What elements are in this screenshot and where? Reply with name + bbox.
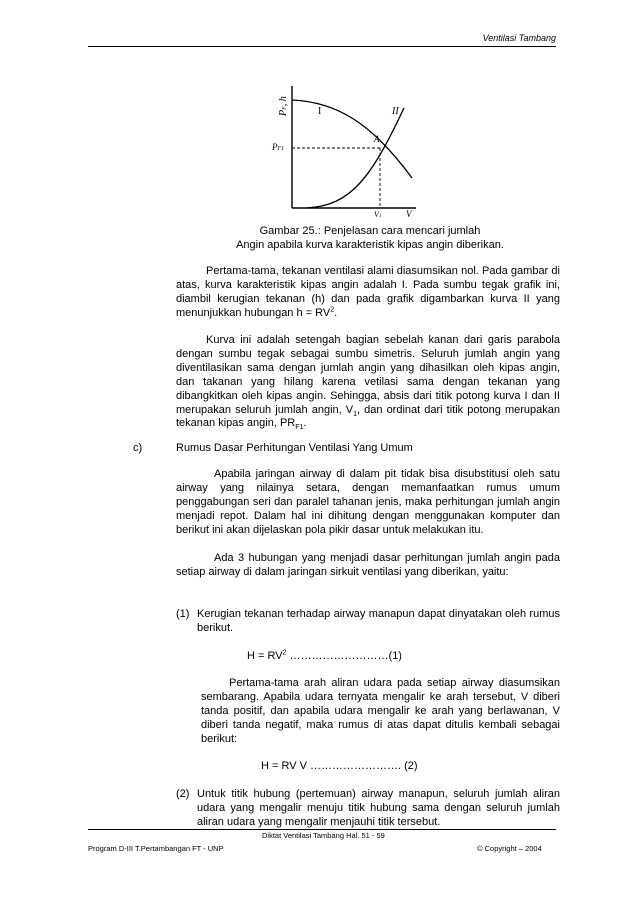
equation-1-lhs: H = RV [247,650,283,662]
figure-caption-line2: Angin apabila kurva karakteristik kipas angin diberikan. [236,239,504,251]
paragraph-2-mid: , dan ordinat dari titik potong merupakan tekanan kipas angin, PR [176,403,560,430]
curve-ii [306,108,404,208]
item-2-marker: (2) [176,788,190,800]
paragraph-4: Ada 3 hubungan yang menjadi dasar perhitungan jumlah angin pada setiap airway di dalam jaringan sirkuit ventilasi yang diberikan, yaitu: [176,552,560,578]
footer-center: Diktat Ventilasi Tambang Hal. 51 - 59 [258,831,389,840]
section-c-title: Rumus Dasar Perhitungan Ventilasi Yang Umum [176,442,413,454]
equation-2: H = RV V ……………………. (2) [261,760,418,772]
section-c-marker: c) [133,442,143,454]
equation-1-rhs: ………………………(1) [286,650,402,662]
pf1-label: PF1 [272,142,285,152]
equation-1 [247,650,402,662]
paragraph-1 [176,265,560,321]
paragraph-3: Apabila jaringan airway di dalam pit tidak bisa disubstitusi oleh satu airway yang nilainya setara, dengan memanfaatkan rumus umum penggabungan seri dan paralel tahanan jenis, maka perhitungan jumlah angin menjadi repot. Dalam hal ini dihitung dengan menggunakan komputer dan berikut ini akan dijelaskan pola pikir dasar untuk melakukan itu. [176,468,560,536]
curve-ii-label: II [392,106,399,117]
paragraph-1-text: Pertama-tama, tekanan ventilasi alami diasumsikan nol. Pada gambar di atas, kurva karakteristik kipas angin adalah I. Pada sumbu tegak grafik ini, diambil kerugian tekanan (h) dan pada grafik digambarkan kurva II yang menunjukkan hubungan h = RV [176,265,560,319]
paragraph-2-sub1: 1 [353,410,358,418]
footer-left: Program D-III T.Pertambangan FT - UNP [88,844,224,853]
item-2-text: Untuk titik hubung (pertemuan) airway manapun, seluruh jumlah aliran udara yang mengalir menuju titik hubung sama dengan seluruh jumlah aliran udara yang mengalir menjauhi titik tersebut. [197,788,560,828]
v1-label: V1 [374,210,382,218]
item-1-text: Kerugian tekanan terhadap airway manapun dapat dinyatakan oleh rumus berikut. [197,608,560,634]
paragraph-1-end: . [334,306,338,319]
point-a-label: A [374,134,380,144]
graph-svg [266,78,420,218]
running-header: Ventilasi Tambang [482,33,556,43]
footer-rule [88,829,556,830]
y-axis-label: PF, h [278,96,289,116]
copyright-icon: © [477,844,483,853]
paragraph-2-end: . [303,417,307,430]
paragraph-2-sub2: F1 [295,424,304,432]
figure-caption-line1: Gambar 25.: Penjelasan cara mencari jumlah [259,225,481,237]
footer-right [477,844,542,853]
paragraph-2-text: Kurva ini adalah setengah bagian sebelah kanan dari garis parabola dengan sumbu tegak sebagai sumbu simetris. Seluruh jumlah angin yang diventilasikan sama dengan jumlah angin yang dihasilkan oleh kipas angin, dan takanan yang hilang karena vetilasi sama dengan tekanan yang dibangkitkan oleh kipas angin. Sehingga, absis dari titik potong kurva I dan II merupakan seluruh jumlah angin, V [176,334,560,416]
equation-1-sup: 2 [282,649,287,657]
curve-i-label: I [318,106,322,117]
footer-right-text: Copyright – 2004 [484,844,542,853]
paragraph-1-sup: 2 [330,306,335,314]
paragraph-5: Pertama-tama arah aliran udara pada setiap airway diasumsikan sembarang. Apabila udara ternyata mengalir ke arah tersebut, V diberi tanda positif, dan apabila udara mengalir ke arah yang berlawanan, V diberi tanda negatif, maka rumus di atas dapat ditulis kembali sebagai berikut: [201,677,560,745]
header-rule [88,46,556,47]
x-axis-label: V [406,209,412,218]
paragraph-2 [176,334,560,431]
item-1-marker: (1) [176,608,190,620]
fan-characteristic-figure [266,78,420,218]
